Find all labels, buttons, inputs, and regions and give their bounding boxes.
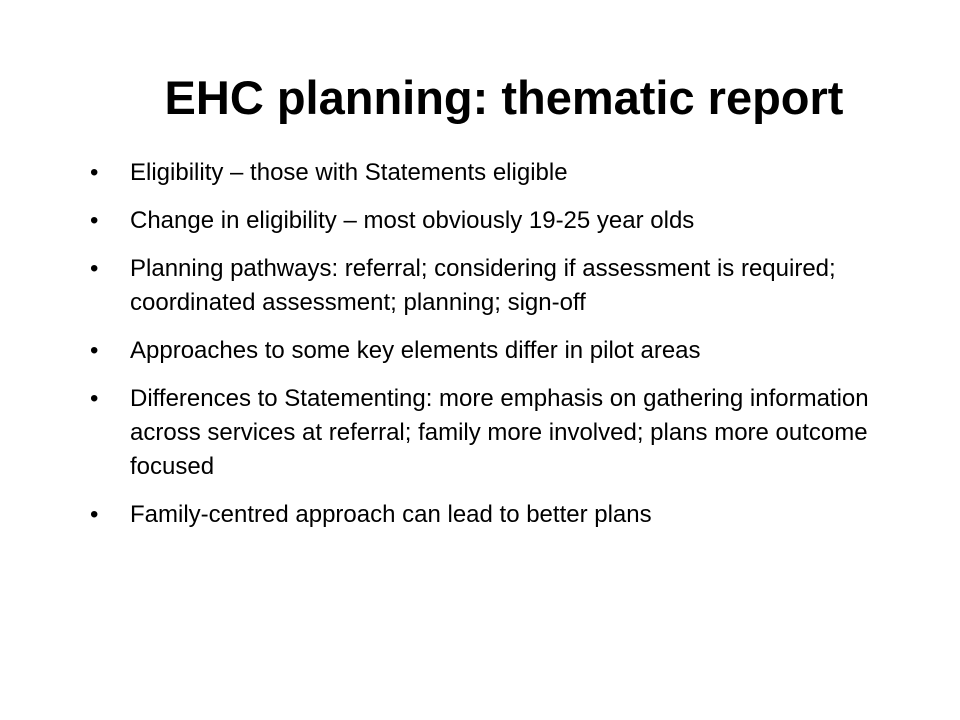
bullet-text: Approaches to some key elements differ in pilot areas <box>130 337 701 364</box>
bullet-glyph: • <box>90 255 99 282</box>
bullet-text: Differences to Statementing: more emphasis on gathering information across services at referral; family more involved; plans more outcome focused <box>130 385 869 480</box>
bullet-text: Eligibility – those with Statements eligible <box>130 159 568 186</box>
slide-title: EHC planning: thematic report <box>164 71 844 124</box>
bullet-item <box>90 382 880 484</box>
bullet-list <box>90 156 880 546</box>
bullet-item <box>90 498 880 532</box>
bullet-item <box>90 204 880 238</box>
bullet-text: Family-centred approach can lead to better plans <box>130 501 652 528</box>
bullet-text: Planning pathways: referral; considering if assessment is required; coordinated assessment; planning; sign-off <box>130 255 836 316</box>
bullet-glyph: • <box>90 385 99 412</box>
bullet-glyph: • <box>90 501 99 528</box>
bullet-glyph: • <box>90 159 99 186</box>
bullet-item <box>90 156 880 190</box>
bullet-item <box>90 334 880 368</box>
bullet-glyph: • <box>90 337 99 364</box>
bullet-glyph: • <box>90 207 99 234</box>
bullet-item <box>90 252 880 320</box>
bullet-text: Change in eligibility – most obviously 19-25 year olds <box>130 207 695 234</box>
